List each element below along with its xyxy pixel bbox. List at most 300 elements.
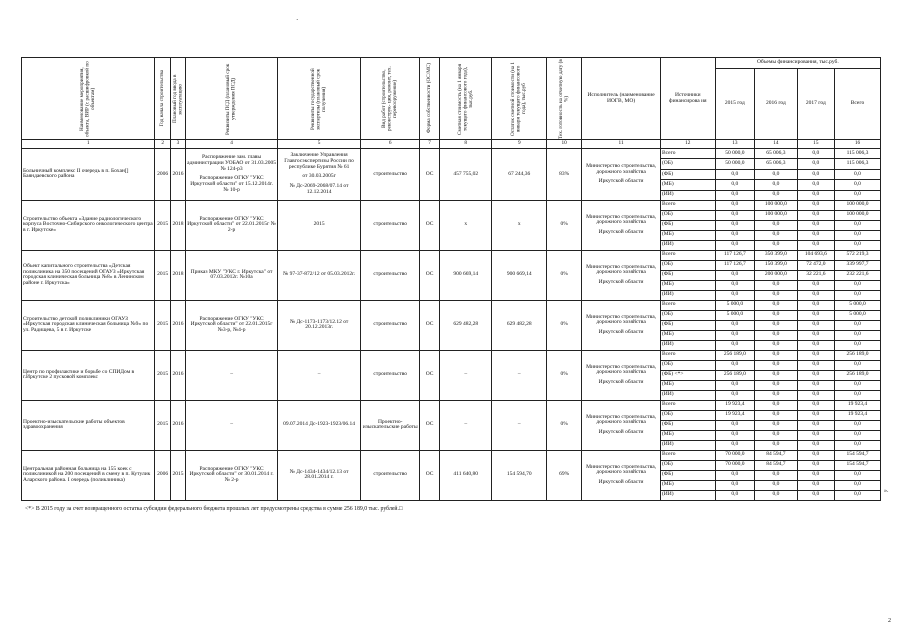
funding-amount: 0,0 xyxy=(755,370,798,380)
executor xyxy=(582,400,661,450)
planned-year: 2016 xyxy=(170,400,185,450)
funding-amount: 65 006,3 xyxy=(755,149,798,159)
readiness: 0% xyxy=(547,200,582,250)
ownership: ОС xyxy=(420,400,440,450)
funding-source: (ИИ) xyxy=(660,240,715,250)
funding-amount: 232 221,6 xyxy=(834,270,880,280)
ownership: ОС xyxy=(420,200,440,250)
funding-amount: 70 000,0 xyxy=(715,450,754,460)
executor-line: Министерство строительства, дорожного хозяйства xyxy=(586,413,657,426)
readiness: 0% xyxy=(547,350,582,400)
estimate-cost: – xyxy=(439,400,492,450)
funding-source: (ФБ) xyxy=(660,470,715,480)
executor-line: Иркутской области xyxy=(598,178,644,185)
executor xyxy=(582,350,661,400)
financing-table xyxy=(21,57,881,501)
funding-amount: 0,0 xyxy=(797,149,834,159)
table-row xyxy=(22,350,881,360)
funding-amount: 0,0 xyxy=(715,320,754,330)
expertise-details xyxy=(278,400,361,450)
expertise-details-line: от 30.03.2005г xyxy=(302,173,336,180)
table-row xyxy=(22,450,881,460)
funding-amount: 256 189,0 xyxy=(834,350,880,360)
funding-amount: 339 997,7 xyxy=(834,260,880,270)
header-name: Наименование мероприятия, объекта, ВИР (с расшифровкой по объектам) xyxy=(22,58,155,140)
table-row xyxy=(22,200,881,210)
funding-amount: 0,0 xyxy=(797,200,834,210)
remaining-cost: 629 482,28 xyxy=(492,300,547,350)
funding-amount: 0,0 xyxy=(834,380,880,390)
start-year: 2015 xyxy=(155,200,170,250)
start-year: 2015 xyxy=(155,350,170,400)
top-mark: · xyxy=(296,16,299,24)
funding-amount: 0,0 xyxy=(755,320,798,330)
funding-amount: 0,0 xyxy=(834,360,880,370)
header-executor: Исполнитель (наименование ИОГВ, МО) xyxy=(582,58,661,140)
funding-amount: 0,0 xyxy=(715,430,754,440)
funding-source: (ИИ) xyxy=(660,290,715,300)
psd-details xyxy=(186,149,278,201)
funding-amount: 0,0 xyxy=(797,230,834,240)
psd-details-line: Распоряжение ОГКУ "УКС Иркутской области" от 15.12.2014г. № 10-р xyxy=(190,175,273,194)
funding-amount: 0,0 xyxy=(755,180,798,190)
executor-line: Иркутской области xyxy=(598,429,644,436)
funding-amount: 154 594,7 xyxy=(834,460,880,470)
funding-amount: 0,0 xyxy=(797,330,834,340)
funding-amount: 0,0 xyxy=(755,390,798,400)
funding-amount: 115 006,3 xyxy=(834,159,880,169)
estimate-cost: 900 669,14 xyxy=(439,250,492,300)
funding-amount: 0,0 xyxy=(755,340,798,350)
column-number: 9 xyxy=(492,140,547,149)
funding-amount: 0,0 xyxy=(715,220,754,230)
expertise-details-line: № Дс-1434-1434/12.13 от 28.01.2014 г. xyxy=(289,468,349,481)
start-year: 2006 xyxy=(155,149,170,201)
funding-amount: 0,0 xyxy=(797,169,834,179)
funding-amount: 0,0 xyxy=(797,210,834,220)
header-estimate: Сметная стоимость (на 1 января текущего финансового года), тыс.руб. xyxy=(439,58,492,140)
start-year: 2015 xyxy=(155,250,170,300)
funding-amount: 117 126,7 xyxy=(715,250,754,260)
executor-line: Министерство строительства, дорожного хозяйства xyxy=(586,263,657,276)
column-number: 11 xyxy=(582,140,661,149)
funding-amount: 0,0 xyxy=(834,340,880,350)
planned-year: 2016 xyxy=(170,350,185,400)
funding-source: (ИИ) xyxy=(660,190,715,200)
funding-source: (ИИ) xyxy=(660,440,715,450)
funding-amount: 0,0 xyxy=(834,330,880,340)
executor xyxy=(582,200,661,250)
funding-amount: 0,0 xyxy=(834,240,880,250)
funding-amount: 0,0 xyxy=(715,230,754,240)
expertise-details xyxy=(278,450,361,500)
psd-details-line: Приказ МКУ "УКС г. Иркутска" от 07.03.2012г. №10а xyxy=(190,268,273,281)
remaining-cost: 900 669,14 xyxy=(492,250,547,300)
column-number: 4 xyxy=(186,140,278,149)
funding-amount: 5 000,0 xyxy=(715,300,754,310)
funding-source: (ФБ) xyxy=(660,169,715,179)
psd-details xyxy=(186,200,278,250)
funding-amount: 0,0 xyxy=(715,480,754,490)
funding-amount: 0,0 xyxy=(715,420,754,430)
funding-amount: 0,0 xyxy=(755,400,798,410)
funding-amount: 0,0 xyxy=(797,480,834,490)
funding-amount: 0,0 xyxy=(797,240,834,250)
funding-source: (ОБ) xyxy=(660,159,715,169)
table-row xyxy=(22,400,881,410)
column-number: 3 xyxy=(170,140,185,149)
column-number: 1 xyxy=(22,140,155,149)
executor-line: Министерство строительства, дорожного хозяйства xyxy=(586,363,657,376)
funding-amount: 0,0 xyxy=(834,480,880,490)
funding-amount: 19 923,4 xyxy=(715,400,754,410)
work-type: Проектно-изыскательские работы xyxy=(361,400,420,450)
funding-source: (ФБ) <*> xyxy=(660,370,715,380)
executor-line: Министерство строительства, дорожного хозяйства xyxy=(586,313,657,326)
expertise-details-line: № 97-37-872/12 от 05.03.2012г. xyxy=(283,271,356,278)
funding-amount: 350 399,0 xyxy=(755,250,798,260)
executor-line: Министерство строительства, дорожного хозяйства xyxy=(586,162,657,175)
funding-amount: 84 594,7 xyxy=(755,450,798,460)
psd-details-line: – xyxy=(230,371,233,378)
funding-amount: 0,0 xyxy=(715,380,754,390)
ownership: ОС xyxy=(420,350,440,400)
funding-source: Всего xyxy=(660,350,715,360)
funding-amount: 0,0 xyxy=(797,220,834,230)
funding-amount: 0,0 xyxy=(755,280,798,290)
funding-amount: 84 594,7 xyxy=(755,460,798,470)
funding-source: (ИИ) xyxy=(660,340,715,350)
header-ownership: Форма собственности (ОС/МС) xyxy=(420,58,440,140)
psd-details xyxy=(186,300,278,350)
readiness: 0% xyxy=(547,400,582,450)
funding-amount: 100 000,0 xyxy=(834,210,880,220)
funding-source: Всего xyxy=(660,149,715,159)
funding-source: (ОБ) xyxy=(660,360,715,370)
funding-amount: 0,0 xyxy=(834,430,880,440)
funding-amount: 0,0 xyxy=(797,440,834,450)
funding-amount: 0,0 xyxy=(834,470,880,480)
expertise-details-line: № Дс-1173-1173/12.12 от 20.12.2013г. xyxy=(289,318,349,331)
work-type: строительство xyxy=(361,200,420,250)
funding-source: (ОБ) xyxy=(660,410,715,420)
header-funding-group: Объемы финансирования, тыс.руб. xyxy=(715,58,880,69)
readiness: 83% xyxy=(547,149,582,201)
funding-amount: 50 000,0 xyxy=(715,149,754,159)
funding-amount: 0,0 xyxy=(797,400,834,410)
work-type: строительство xyxy=(361,300,420,350)
funding-amount: 0,0 xyxy=(715,190,754,200)
header-sources: Источники финансирова ия xyxy=(660,58,715,140)
funding-amount: 0,0 xyxy=(755,190,798,200)
object-name: Строительство объекта «Здание радиологического корпуса Восточно-Сибирского онкологического центра в г. Иркутске» xyxy=(22,200,155,250)
funding-source: Всего xyxy=(660,200,715,210)
planned-year: 2018 xyxy=(170,250,185,300)
psd-details-line: Распоряжение ОГКУ "УКС Иркутской области" от 30.01.2014 г. № 2-р xyxy=(189,465,274,484)
funding-source: Всего xyxy=(660,450,715,460)
funding-amount: 0,0 xyxy=(797,390,834,400)
funding-amount: 0,0 xyxy=(755,380,798,390)
object-name: Центральная районная больница на 155 коек с поликлиникой на 200 посещений в смену в п. Кутулик Аларского района. I очередь (поликлиника) xyxy=(22,450,155,500)
object-name: Больничный комплекс II очередь в п. Бохан[] Баяндаевского района xyxy=(22,149,155,201)
ownership: ОС xyxy=(420,300,440,350)
funding-amount: 0,0 xyxy=(755,169,798,179)
funding-amount: 0,0 xyxy=(797,490,834,500)
executor xyxy=(582,149,661,201)
funding-amount: 5 000,0 xyxy=(715,310,754,320)
funding-amount: 0,0 xyxy=(797,420,834,430)
column-number: 14 xyxy=(755,140,798,149)
funding-amount: 0,0 xyxy=(797,460,834,470)
funding-source: (ФБ) xyxy=(660,220,715,230)
header-year-2017: 2017 год xyxy=(797,69,834,140)
start-year: 2015 xyxy=(155,300,170,350)
funding-source: (МБ) xyxy=(660,480,715,490)
psd-details-line: Распоряжение зам. главы администрации УОБАО от 31.03.2005 № 124-р3 xyxy=(187,153,276,172)
expertise-details-line: Заключение Управления Главгосэкспертизы России по республике Бурятия № 61 xyxy=(284,151,354,170)
remaining-cost: 154 594,70 xyxy=(492,450,547,500)
funding-amount: 0,0 xyxy=(755,220,798,230)
funding-amount: 5 000,0 xyxy=(834,300,880,310)
funding-source: Всего xyxy=(660,300,715,310)
readiness: 69% xyxy=(547,450,582,500)
estimate-cost: х xyxy=(439,200,492,250)
estimate-cost: 457 755,02 xyxy=(439,149,492,201)
work-type: строительство xyxy=(361,450,420,500)
ownership: ОС xyxy=(420,250,440,300)
psd-details-line: – xyxy=(230,421,233,428)
funding-amount: 0,0 xyxy=(797,450,834,460)
funding-amount: 0,0 xyxy=(755,310,798,320)
psd-details xyxy=(186,250,278,300)
work-type: строительство xyxy=(361,250,420,300)
table-row xyxy=(22,250,881,260)
funding-amount: 0,0 xyxy=(715,390,754,400)
column-number: 12 xyxy=(660,140,715,149)
header-psd: Реквизиты ПСД (плановый срок утверждения ПСД) xyxy=(186,58,278,140)
planned-year: 2018 xyxy=(170,200,185,250)
funding-amount: 0,0 xyxy=(797,310,834,320)
readiness: 0% xyxy=(547,250,582,300)
expertise-details-line: № Дс-2069-2068/07.14 от 12.12.2014 xyxy=(289,183,349,196)
funding-amount: 0,0 xyxy=(797,470,834,480)
funding-amount: 65 006,3 xyxy=(755,159,798,169)
funding-amount: 0,0 xyxy=(834,390,880,400)
funding-amount: 0,0 xyxy=(797,380,834,390)
funding-amount: 154 594,7 xyxy=(834,450,880,460)
column-number: 8 xyxy=(439,140,492,149)
header-expertise: Реквизиты государственной экспертизы (плановый срок получения) xyxy=(278,58,361,140)
ownership: ОС xyxy=(420,450,440,500)
executor xyxy=(582,450,661,500)
header-year-2015: 2015 год xyxy=(715,69,754,140)
remaining-cost: – xyxy=(492,350,547,400)
funding-amount: 117 126,7 xyxy=(715,260,754,270)
funding-amount: 0,0 xyxy=(715,210,754,220)
funding-source: (ОБ) xyxy=(660,260,715,270)
funding-amount: 0,0 xyxy=(834,420,880,430)
funding-source: (ОБ) xyxy=(660,210,715,220)
executor-line: Иркутской области xyxy=(598,379,644,386)
funding-amount: 100 000,0 xyxy=(834,200,880,210)
funding-amount: 0,0 xyxy=(715,490,754,500)
funding-amount: 150 399,0 xyxy=(755,260,798,270)
table-row xyxy=(22,300,881,310)
funding-source: (МБ) xyxy=(660,230,715,240)
psd-details xyxy=(186,400,278,450)
funding-amount: 100 000,0 xyxy=(755,210,798,220)
psd-details-line: Распоряжение ОГКУ "УКС Иркутской области" от 22.01.2015г № 2-р xyxy=(187,215,276,234)
executor xyxy=(582,300,661,350)
remaining-cost: – xyxy=(492,400,547,450)
funding-amount: 0,0 xyxy=(755,430,798,440)
funding-amount: 32 221,6 xyxy=(797,270,834,280)
funding-amount: 100 000,0 xyxy=(755,200,798,210)
funding-amount: 0,0 xyxy=(715,169,754,179)
funding-amount: 0,0 xyxy=(834,290,880,300)
funding-amount: 0,0 xyxy=(797,280,834,290)
funding-source: (МБ) xyxy=(660,180,715,190)
planned-year: 2016 xyxy=(170,300,185,350)
funding-amount: 0,0 xyxy=(797,159,834,169)
table-row xyxy=(22,149,881,159)
funding-source: (МБ) xyxy=(660,380,715,390)
funding-amount: 0,0 xyxy=(715,200,754,210)
funding-source: (МБ) xyxy=(660,430,715,440)
object-name: Центр по профилактике и борьбе со СПИДом в г.Иркутске 2 пусковой комплекс xyxy=(22,350,155,400)
funding-amount: 0,0 xyxy=(755,410,798,420)
page-number: 2 xyxy=(888,618,891,624)
expertise-details-line: 2015 xyxy=(313,221,325,228)
funding-source: Всего xyxy=(660,250,715,260)
funding-amount: 0,0 xyxy=(797,430,834,440)
funding-amount: 0,0 xyxy=(755,490,798,500)
funding-amount: 0,0 xyxy=(715,470,754,480)
funding-amount: 0,0 xyxy=(834,230,880,240)
column-number: 6 xyxy=(361,140,420,149)
funding-amount: 0,0 xyxy=(755,330,798,340)
object-name: Проектно-изыскательские работы объектов здравоохранения xyxy=(22,400,155,450)
funding-amount: 0,0 xyxy=(834,220,880,230)
funding-amount: 70 000,0 xyxy=(715,460,754,470)
psd-details-line: Распоряжение ОГКУ "УКС Иркутской области" от 22.01.2015г №3-р, №4-р xyxy=(190,315,273,334)
expertise-details-line: 09.07.2014 Дс-1923-1923/06.14 xyxy=(283,421,356,428)
start-year: 2006 xyxy=(155,450,170,500)
start-year: 2015 xyxy=(155,400,170,450)
remaining-cost: 67 244,36 xyxy=(492,149,547,201)
funding-source: (ИИ) xyxy=(660,490,715,500)
column-number: 5 xyxy=(278,140,361,149)
executor-line: Иркутской области xyxy=(598,279,644,286)
funding-amount: 0,0 xyxy=(797,350,834,360)
funding-amount: 19 923,4 xyxy=(715,410,754,420)
funding-source: (ОБ) xyxy=(660,460,715,470)
funding-source: (ФБ) xyxy=(660,420,715,430)
funding-amount: 0,0 xyxy=(755,440,798,450)
funding-amount: 200 000,0 xyxy=(755,270,798,280)
funding-amount: 0,0 xyxy=(797,410,834,420)
funding-amount: 0,0 xyxy=(834,180,880,190)
executor-line: Министерство строительства, дорожного хозяйства xyxy=(586,463,657,476)
funding-amount: 50 000,0 xyxy=(715,159,754,169)
expertise-details xyxy=(278,250,361,300)
funding-amount: 104 693,6 xyxy=(797,250,834,260)
header-worktype: Вид работ (строительство, реконструк- ция, ремонт, тех. перевооружение) xyxy=(361,58,420,140)
funding-amount: 0,0 xyxy=(715,440,754,450)
funding-amount: 19 923,4 xyxy=(834,400,880,410)
header-row-1 xyxy=(22,58,881,69)
column-number: 15 xyxy=(797,140,834,149)
work-type: строительство xyxy=(361,350,420,400)
funding-amount: 0,0 xyxy=(715,280,754,290)
psd-details xyxy=(186,450,278,500)
header-year-total: Всего xyxy=(834,69,880,140)
funding-amount: 0,0 xyxy=(755,350,798,360)
funding-amount: 0,0 xyxy=(755,290,798,300)
funding-amount: 5 000,0 xyxy=(834,310,880,320)
estimate-cost: – xyxy=(439,350,492,400)
funding-amount: 0,0 xyxy=(834,280,880,290)
funding-source: (ОБ) xyxy=(660,310,715,320)
estimate-cost: 629 482,28 xyxy=(439,300,492,350)
ownership: ОС xyxy=(420,149,440,201)
funding-amount: 0,0 xyxy=(715,270,754,280)
funding-source: Всего xyxy=(660,400,715,410)
funding-amount: 0,0 xyxy=(755,470,798,480)
funding-source: (ФБ) xyxy=(660,270,715,280)
funding-amount: 0,0 xyxy=(797,320,834,330)
planned-year: 2015 xyxy=(170,450,185,500)
readiness: 0% xyxy=(547,300,582,350)
funding-amount: 0,0 xyxy=(834,190,880,200)
column-number: 13 xyxy=(715,140,754,149)
funding-amount: 0,0 xyxy=(755,300,798,310)
expertise-details xyxy=(278,200,361,250)
funding-amount: 0,0 xyxy=(797,370,834,380)
funding-source: (ИИ) xyxy=(660,390,715,400)
header-readiness: Тех. готовность на отчетную дату (в %) xyxy=(547,58,582,140)
header-remaining: Остаток сметной стоимости (на 1 января текущего финансового года), тыс.руб xyxy=(492,58,547,140)
executor-line: Иркутской области xyxy=(598,229,644,236)
funding-amount: 0,0 xyxy=(834,169,880,179)
object-name: Объект капитального строительства «Детская поликлиника на 350 посещений ОГАУЗ «Иркутская городская клиническая больница №8» в Ленинском районе г. Иркутска» xyxy=(22,250,155,300)
executor xyxy=(582,250,661,300)
funding-amount: 0,0 xyxy=(797,300,834,310)
funding-amount: 0,0 xyxy=(715,240,754,250)
funding-amount: 0,0 xyxy=(715,180,754,190)
funding-amount: 0,0 xyxy=(755,360,798,370)
funding-amount: 0,0 xyxy=(715,360,754,370)
expertise-details xyxy=(278,300,361,350)
funding-amount: 0,0 xyxy=(834,490,880,500)
estimate-cost: 411 640,80 xyxy=(439,450,492,500)
funding-source: (МБ) xyxy=(660,280,715,290)
remaining-cost: х xyxy=(492,200,547,250)
funding-amount: 0,0 xyxy=(715,340,754,350)
funding-amount: 0,0 xyxy=(755,480,798,490)
header-planned: Плановый год ввода в эксплуатацию xyxy=(170,58,185,140)
expertise-details xyxy=(278,350,361,400)
funding-amount: 0,0 xyxy=(834,320,880,330)
work-type: строительство xyxy=(361,149,420,201)
funding-amount: 0,0 xyxy=(755,230,798,240)
planned-year: 2016 xyxy=(170,149,185,201)
funding-amount: 0,0 xyxy=(715,330,754,340)
side-mark: ». xyxy=(884,488,889,494)
executor-line: Иркутской области xyxy=(598,479,644,486)
column-numbers-row xyxy=(22,140,881,149)
funding-amount: 256 189,0 xyxy=(834,370,880,380)
